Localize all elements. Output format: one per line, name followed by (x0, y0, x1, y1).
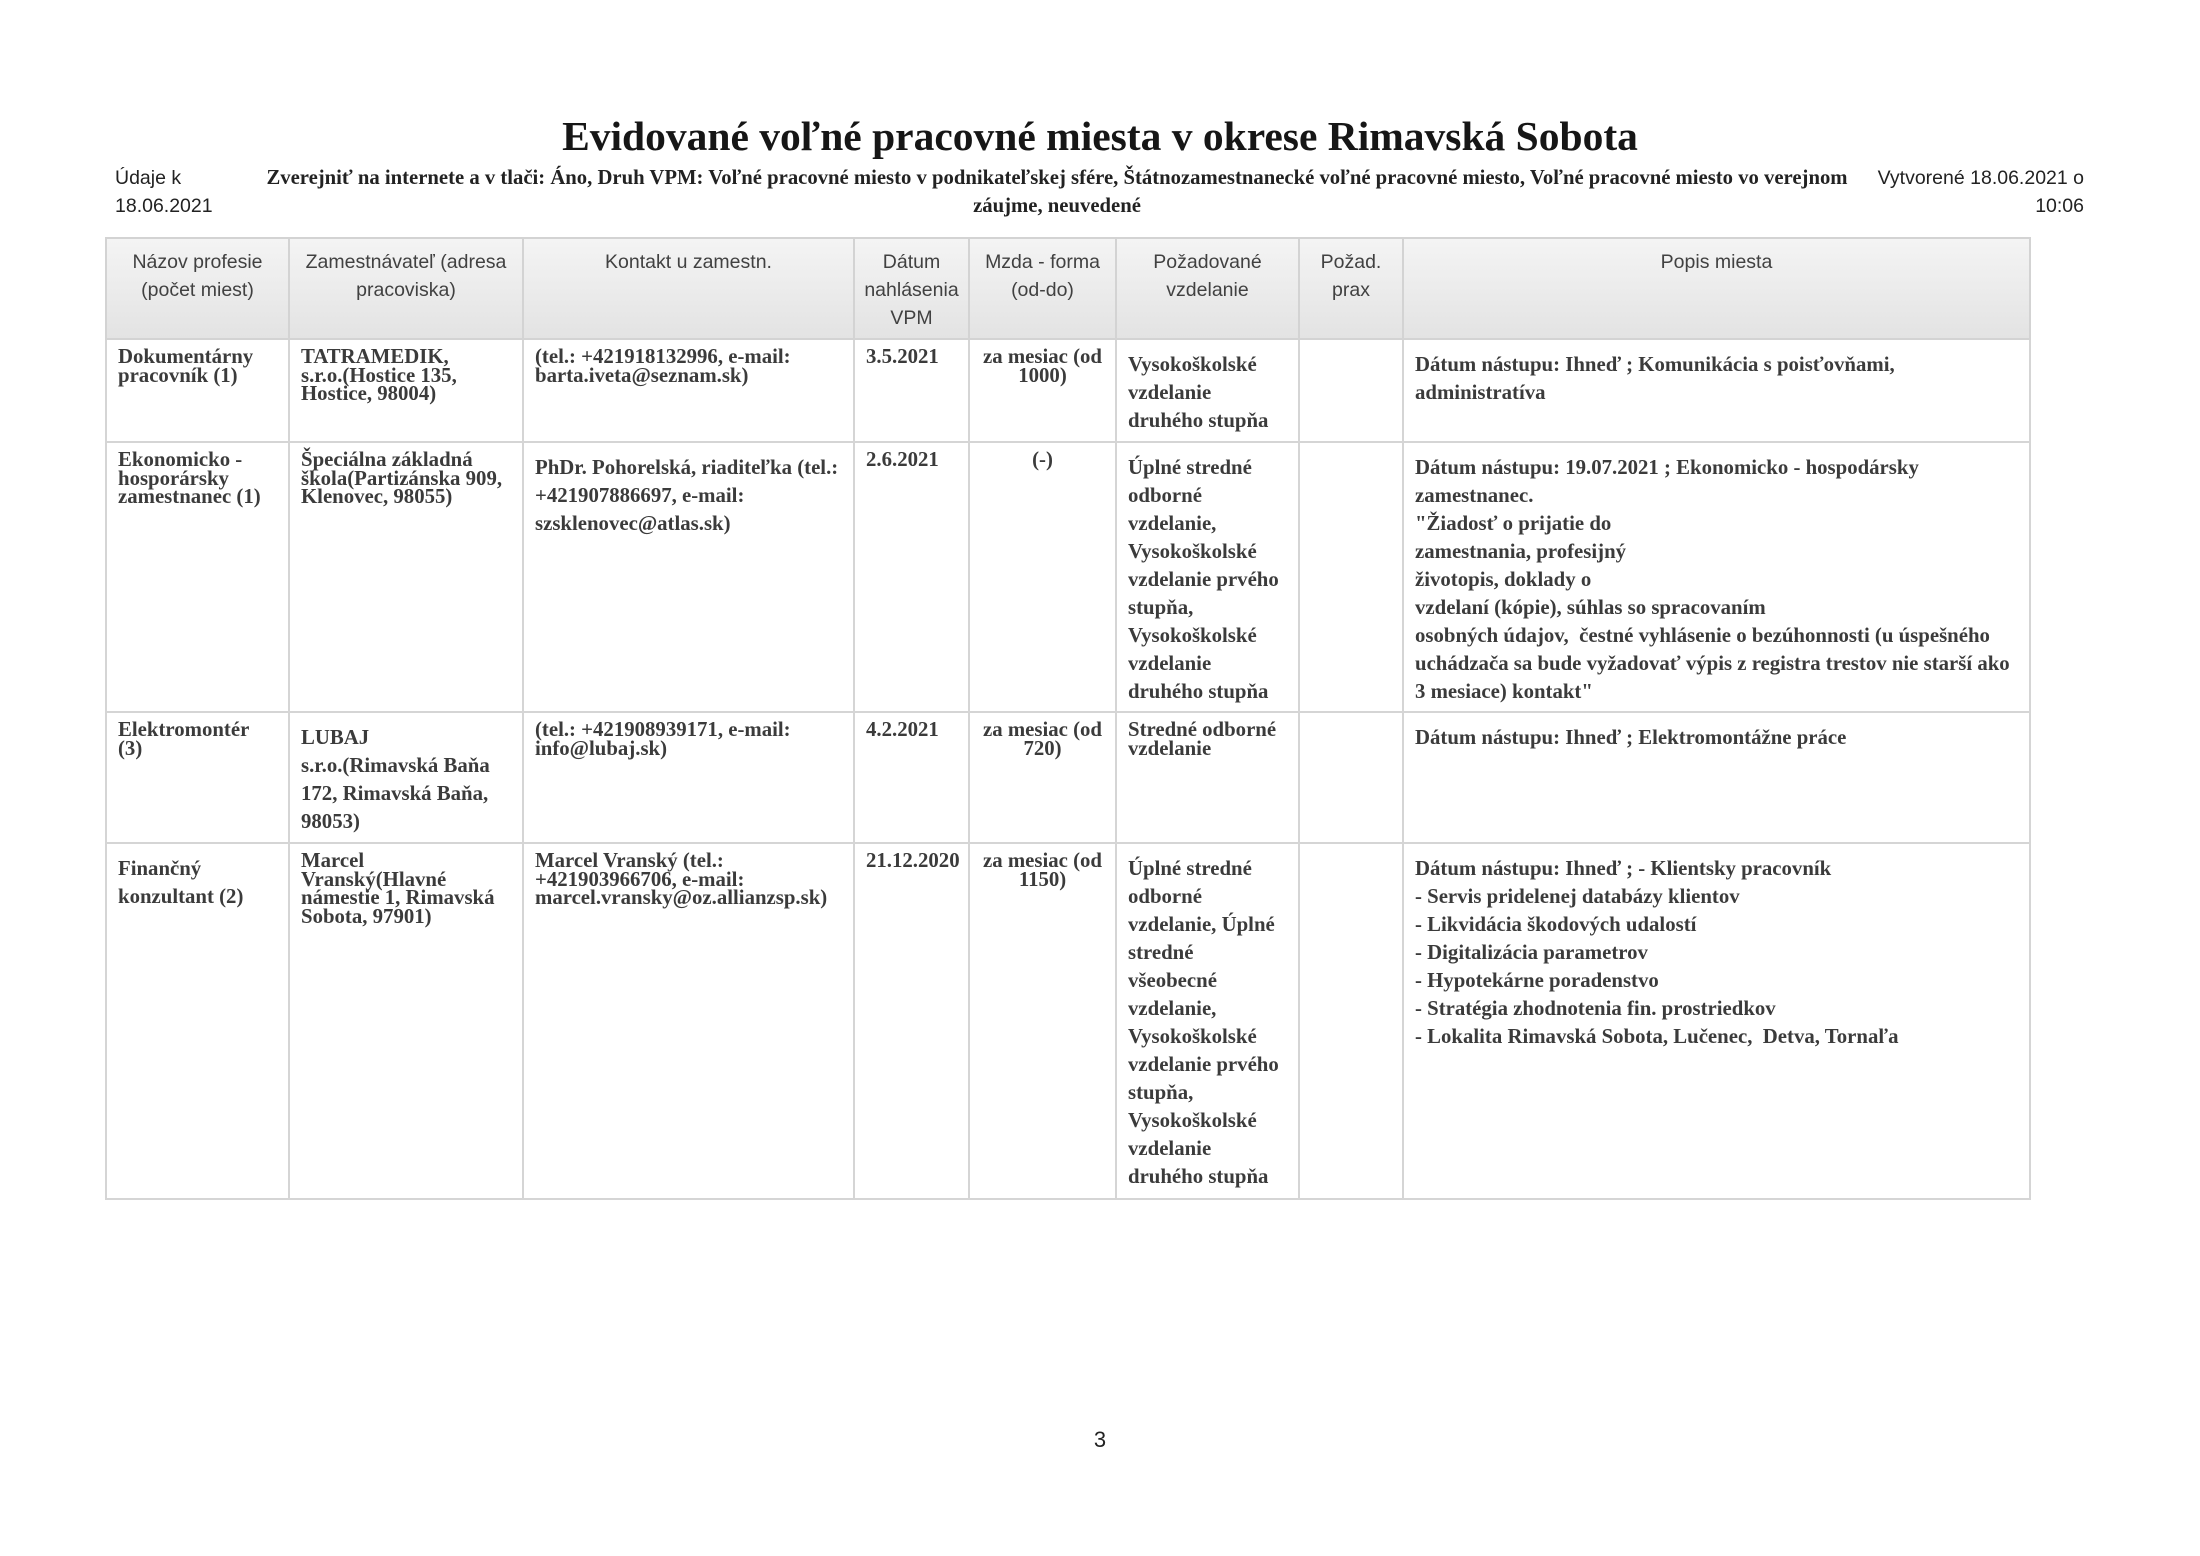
header-profession: Názov profesie (počet miest) (106, 238, 289, 339)
table-row (106, 843, 2030, 1199)
header-education: Požadované vzdelanie (1116, 238, 1299, 339)
cell-employer: TATRAMEDIK, s.r.o.(Hostice 135, Hostice, 98004) (289, 339, 523, 442)
table-header-row (106, 238, 2030, 339)
cell-employer: LUBAJ s.r.o.(Rimavská Baňa 172, Rimavská Baňa, 98053) (289, 712, 523, 843)
cell-description: Dátum nástupu: Ihneď ; - Klientsky pracovník - Servis pridelenej databázy klientov - Likvidácia škodových udalostí - Digitalizácia parametrov - Hypotekárne poradenstvo - Stratégia zhodnotenia fin. prostriedkov - Lokalita Rimavská Sobota, Lučenec, Detva, Tornaľa (1403, 843, 2030, 1199)
cell-reported-date: 3.5.2021 (854, 339, 969, 442)
filter-criteria: Zverejniť na internete a v tlači: Áno, Druh VPM: Voľné pracovné miesto v podnikateľskej sfére, Štátnozamestnanecké voľné pracovné miesto, Voľné pracovné miesto vo verejnom záujme, neuvedené (266, 167, 1848, 217)
page-number: 3 (1093, 1427, 1107, 1452)
data-as-of-label: Údaje k (115, 167, 182, 189)
cell-reported-date: 21.12.2020 (854, 843, 969, 1199)
cell-contact: PhDr. Pohorelská, riaditeľka (tel.: +421907886697, e-mail: szsklenovec@atlas.sk) (523, 442, 854, 712)
cell-contact: Marcel Vranský (tel.: +421903966706, e-mail: marcel.vransky@oz.allianzsp.sk) (523, 843, 854, 1199)
table-row (106, 712, 2030, 843)
cell-practice (1299, 339, 1403, 442)
cell-practice (1299, 442, 1403, 712)
cell-reported-date: 2.6.2021 (854, 442, 969, 712)
header-employer: Zamestnávateľ (adresa pracoviska) (289, 238, 523, 339)
cell-description: Dátum nástupu: Ihneď ; Komunikácia s poisťovňami, administratíva (1403, 339, 2030, 442)
data-as-of (115, 164, 213, 220)
header-description: Popis miesta (1403, 238, 2030, 339)
data-as-of-date: 18.06.2021 (115, 195, 213, 217)
cell-profession: Ekonomicko - hosporársky zamestnanec (1) (106, 442, 289, 712)
cell-reported-date: 4.2.2021 (854, 712, 969, 843)
cell-contact: (tel.: +421918132996, e-mail: barta.iveta@seznam.sk) (523, 339, 854, 442)
cell-practice (1299, 843, 1403, 1199)
cell-salary: (-) (969, 442, 1116, 712)
cell-profession: Dokumentárny pracovník (1) (106, 339, 289, 442)
page-title: Evidované voľné pracovné miesta v okrese Rimavská Sobota (562, 113, 1638, 159)
cell-salary: za mesiac (od 1150) (969, 843, 1116, 1199)
cell-profession: Finančný konzultant (2) (106, 843, 289, 1199)
cell-profession: Elektromontér (3) (106, 712, 289, 843)
cell-education: Vysokoškolské vzdelanie druhého stupňa (1116, 339, 1299, 442)
cell-practice (1299, 712, 1403, 843)
cell-employer: Špeciálna základná škola(Partizánska 909, Klenovec, 98055) (289, 442, 523, 712)
cell-education: Úplné stredné odborné vzdelanie, Úplné stredné všeobecné vzdelanie, Vysokoškolské vzdelanie prvého stupňa, Vysokoškolské vzdelanie druhého stupňa (1116, 843, 1299, 1199)
cell-description: Dátum nástupu: Ihneď ; Elektromontážne práce (1403, 712, 2030, 843)
vacancies-table (105, 237, 2031, 1200)
created-timestamp: Vytvorené 18.06.2021 o 10:06 (1877, 167, 2084, 217)
table-row (106, 339, 2030, 442)
cell-education: Stredné odborné vzdelanie (1116, 712, 1299, 843)
header-practice: Požad. prax (1299, 238, 1403, 339)
table-row (106, 442, 2030, 712)
cell-employer: Marcel Vranský(Hlavné námestie 1, Rimavská Sobota, 97901) (289, 843, 523, 1199)
cell-salary: za mesiac (od 1000) (969, 339, 1116, 442)
cell-salary: za mesiac (od 720) (969, 712, 1116, 843)
cell-contact: (tel.: +421908939171, e-mail: info@lubaj.sk) (523, 712, 854, 843)
cell-education: Úplné stredné odborné vzdelanie, Vysokoškolské vzdelanie prvého stupňa, Vysokoškolské vzdelanie druhého stupňa (1116, 442, 1299, 712)
header-reported-date: Dátum nahlásenia VPM (854, 238, 969, 339)
cell-description: Dátum nástupu: 19.07.2021 ; Ekonomicko - hospodársky zamestnanec. "Žiadosť o prijatie do zamestnania, profesijný životopis, doklady o vzdelaní (kópie), súhlas so spracovaním osobných údajov, čestné vyhlásenie o bezúhonnosti (u úspešného uchádzača sa bude vyžadovať výpis z registra trestov nie starší ako 3 mesiace) kontakt" (1403, 442, 2030, 712)
header-contact: Kontakt u zamestn. (523, 238, 854, 339)
header-salary: Mzda - forma (od-do) (969, 238, 1116, 339)
